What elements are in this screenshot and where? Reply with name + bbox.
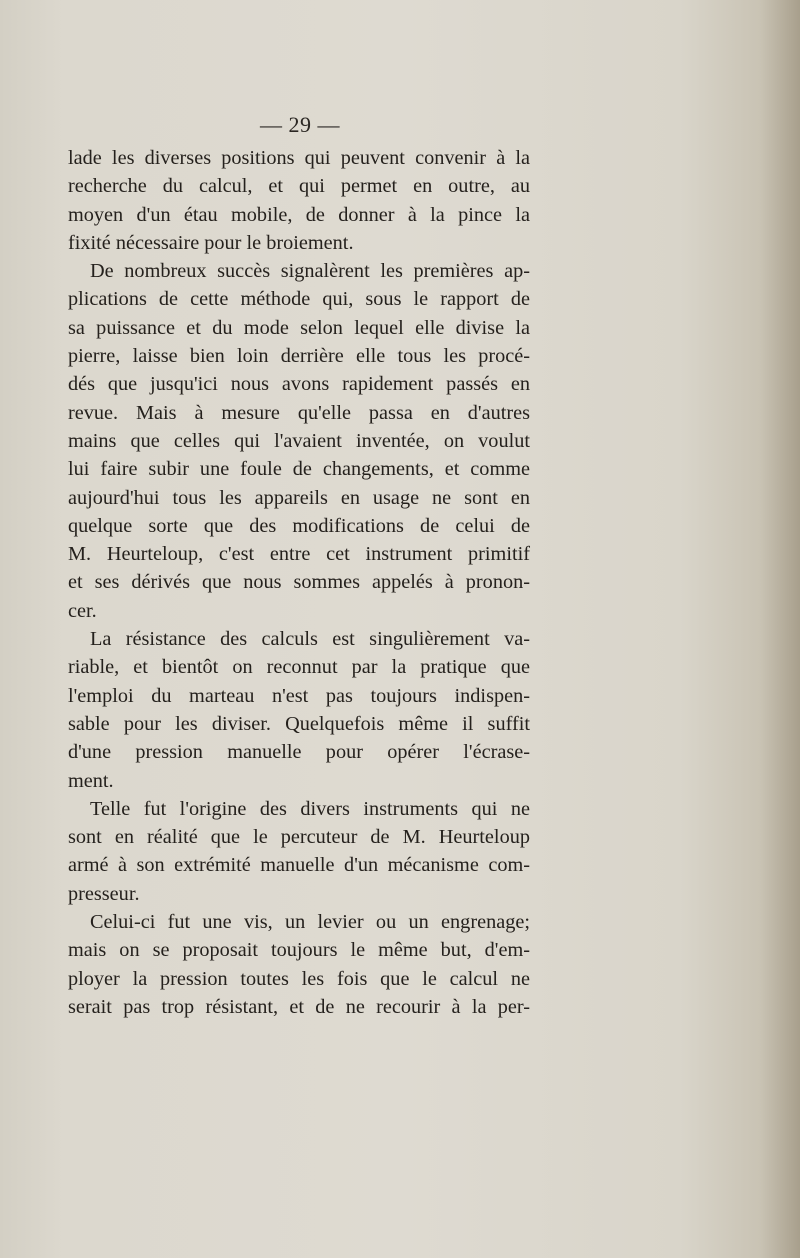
text-line: lade les diverses positions qui peuvent convenir à la [68, 147, 530, 169]
text-line: plications de cette méthode qui, sous le rapport de [68, 288, 530, 311]
text-line: riable, et bientôt on reconnut par la pratique que [68, 656, 530, 679]
text-line: l'emploi du marteau n'est pas toujours indispen- [68, 684, 530, 707]
text-line: aujourd'hui tous les appareils en usage ne sont en [68, 486, 530, 509]
text-line: recherche du calcul, et qui permet en outre, au [68, 175, 530, 198]
text-line: et ses dérivés que nous sommes appelés à pronon- [68, 571, 530, 594]
body-text [68, 144, 530, 1021]
text-line: Telle fut l'origine des divers instruments qui ne [90, 797, 530, 820]
text-line: revue. Mais à mesure qu'elle passa en d'autres [68, 401, 530, 424]
text-line: De nombreux succès signalèrent les premières ap- [90, 260, 530, 283]
text-line: M. Heurteloup, c'est entre cet instrument primitif [68, 543, 530, 566]
text-line: sont en réalité que le percuteur de M. Heurteloup [68, 826, 530, 849]
text-line: mains que celles qui l'avaient inventée, on voulut [68, 429, 530, 452]
text-line: ment. [68, 769, 114, 792]
text-line: sable pour les diviser. Quelquefois même il suffit [68, 712, 530, 735]
text-line: La résistance des calculs est singulièrement va- [90, 628, 530, 651]
text-line: sa puissance et du mode selon lequel elle divise la [68, 316, 530, 339]
text-line: quelque sorte que des modifications de celui de [68, 514, 530, 537]
text-line: dés que jusqu'ici nous avons rapidement passés en [68, 373, 530, 396]
text-line: Celui-ci fut une vis, un levier ou un engrenage; [90, 911, 530, 934]
text-line: d'une pression manuelle pour opérer l'écrase- [68, 741, 530, 764]
text-line: moyen d'un étau mobile, de donner à la pince la [68, 203, 530, 226]
text-line: ployer la pression toutes les fois que le calcul ne [68, 967, 530, 990]
text-line: cer. [68, 599, 97, 622]
text-line: lui faire subir une foule de changements, et comme [68, 458, 530, 481]
text-line: pierre, laisse bien loin derrière elle tous les procé- [68, 345, 530, 368]
text-line: presseur. [68, 882, 140, 905]
text-line: mais on se proposait toujours le même but, d'em- [68, 939, 530, 962]
text-line: armé à son extrémité manuelle d'un mécanisme com- [68, 854, 530, 877]
text-line: serait pas trop résistant, et de ne recourir à la per- [68, 995, 530, 1018]
text-line: fixité nécessaire pour le broiement. [68, 231, 354, 254]
page-number: — 29 — [260, 112, 340, 137]
